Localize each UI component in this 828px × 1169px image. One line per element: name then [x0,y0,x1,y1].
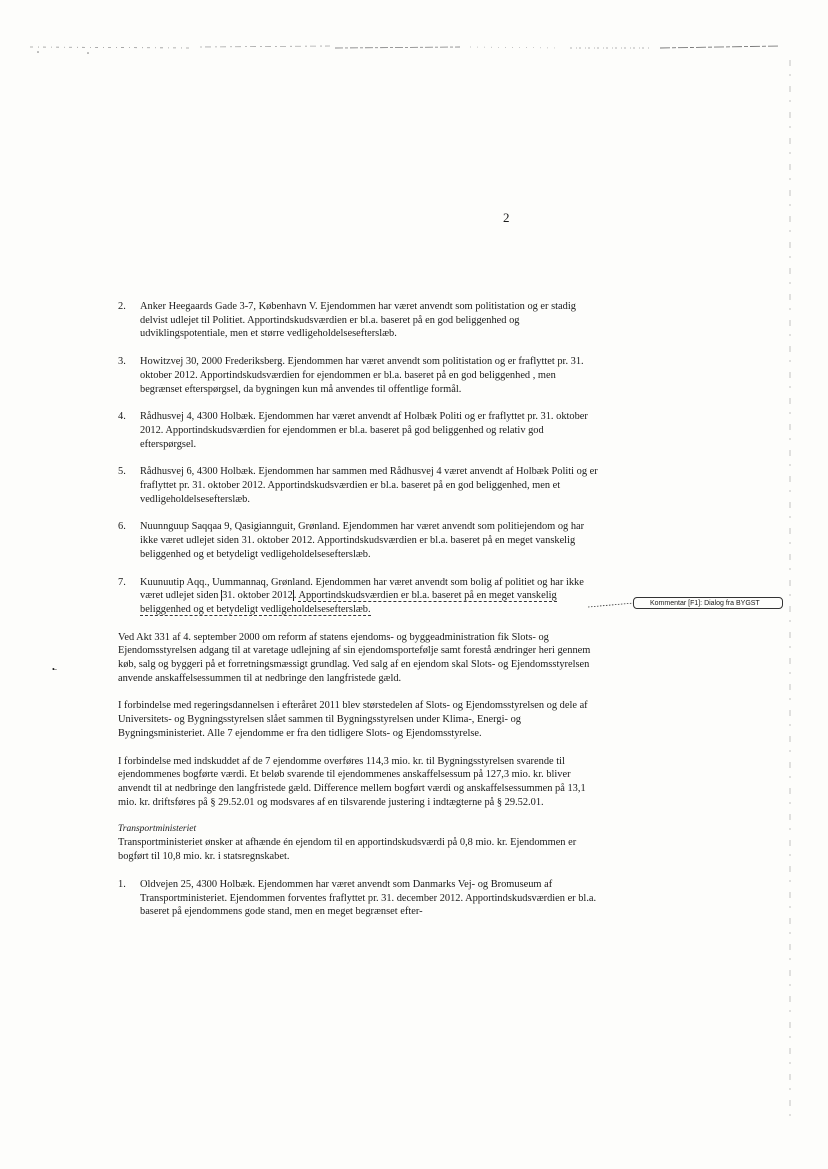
list-item [118,465,598,506]
comment-connector [588,598,638,610]
page-number: 2 [503,210,510,225]
list-item-number: 7. [118,576,126,588]
paragraph-indskud: I forbindelse med indskuddet af de 7 ejendomme overføres 114,3 mio. kr. til Bygningsstyrelsen svarende til ejendommenes bogførte værdi. Et beløb svarende til ejendommenes anskaffelsessum på 127,3 mio. kr. bliver anvendt til at nedbringe den langfristede gæld. Difference mellem bogført værdi og anskaffelsessummen på 13,1 mio. kr. driftsføres på § 29.52.01 og modsvares af en tilsvarende justering i indtægterne på § 29.52.01. [118,755,586,808]
list-item-text: Anker Heegaards Gade 3-7, København V. Ejendommen har været anvendt som politistation og er stadig delvist udlejet til Politiet. Apportindskudsværdien er bl.a. baseret på en god beliggenhed og udviklingspotentiale, men et større vedligeholdelsesefterslæb. [140,301,576,340]
list-item-7 [118,576,598,617]
list-item [118,520,598,561]
comment-balloon[interactable]: Kommentar [F1]: Dialog fra BYGST [633,597,783,609]
list-item [118,355,598,396]
tracked-date: 31. oktober 2012 [222,590,293,602]
list-item [118,878,598,919]
property-list-slots [118,300,598,562]
list-item-text: Nuunnguup Saqqaa 9, Qasigiannguit, Grønland. Ejendommen har været anvendt som politiejendom og har ikke været udlejet siden 31. oktober 2012. Apportindskudsværdien er bl.a. baseret på en meget vanskelig beliggenhed og et betydeligt vedligeholdelsesefterslæb. [140,521,585,560]
list-item-number: 6. [118,521,126,533]
list-item-text: Howitzvej 30, 2000 Frederiksberg. Ejendommen har været anvendt som politistation og er fraflyttet pr. 31. oktober 2012. Apportindskudsværdien for ejendommen er bl.a. baseret på en god beliggenhed , men begrænset efterspørgsel, da bygningen kun må anvendes til offentlige formål. [140,356,584,395]
list-item-text: Kuunuutip Aqq., Uummannaq, Grønland. Ejendommen har været anvendt som bolig af politiet og har ikke været udlejet siden 31. oktober 2012. Apportindskudsværdien er bl.a. baseret på en meget vanskelig beliggenhed og et betydeligt vedligeholdelsesefterslæb. [140,576,584,615]
list-item-text: Oldvejen 25, 4300 Holbæk. Ejendommen har været anvendt som Danmarks Vej- og Bromuseum af Transportministeriet. Ejendommen forventes fraflyttet pr. 31. december 2012. Apportindskudsværdien er bl.a. baseret på ejendommens gode stand, men en meget begrænset efter- [140,878,597,918]
section-intro: Transportministeriet ønsker at afhænde én ejendom til en apportindskudsværdi på 0,8 mio. kr. Ejendommen er bogført til 10,8 mio. kr. i statsregnskabet. [118,837,577,863]
section-heading: Transportministeriet [118,824,197,835]
list-item-text: Rådhusvej 4, 4300 Holbæk. Ejendommen har været anvendt af Holbæk Politi og er fraflyttet pr. 31. oktober 2012. Apportindskudsværdien for ejendommen er bl.a. baseret på god beliggenhed og relativ god efterspørgsel. [140,411,588,450]
list-item [118,410,598,451]
margin-mark: •̶ [52,665,55,674]
list-item-number: 5. [118,466,126,478]
list-item [118,300,598,341]
list-item-number: 2. [118,301,126,312]
list-item-text: Rådhusvej 6, 4300 Holbæk. Ejendommen har sammen med Rådhusvej 4 været anvendt af Holbæk Politi og er fraflyttet pr. 31. oktober 2012. Apportindskudsværdien er bl.a. baseret på en god beliggenhed, men et vedligeholdelsesefterslæb. [140,466,598,505]
property-list-transport [118,878,598,919]
paragraph-regeringsdannelse: I forbindelse med regeringsdannelsen i efteråret 2011 blev størstedelen af Slots- og Ejendomsstyrelsen og dele af Universitets- og Bygningsstyrelsen slået sammen til Bygningsstyrelsen under Klima-, Energi- og Bygningsministeriet. Alle 7 ejendomme er fra den tidligere Slots- og Ejendomsstyrelse. [118,700,588,739]
list-item-number: 4. [118,411,126,423]
list-item-number: 3. [118,356,126,368]
paragraph-akt: Ved Akt 331 af 4. september 2000 om reform af statens ejendoms- og byggeadministration fik Slots- og Ejendomsstyrelsen adgang til at varetage udlejning af sin ejendomsportefølje samt forestå ændringer heri gennem køb, salg og byggeri på et forretningsmæssigt grundlag. Ved salg af en ejendom skal Slots- og Ejendomsstyrelsen anvende anskaffelsessummen til at nedbringe den langfristede gæld. [118,631,591,684]
scan-noise-top [30,42,785,54]
list-item-number: 1. [118,878,126,890]
scan-edge-right [788,60,792,1120]
comment-anchor[interactable]: Apportindskudsværdien er bl.a. baseret på en meget vanskelig beliggenhed og et betydeligt vedligeholdelsesefterslæb. [140,590,557,615]
document-body [118,300,598,933]
